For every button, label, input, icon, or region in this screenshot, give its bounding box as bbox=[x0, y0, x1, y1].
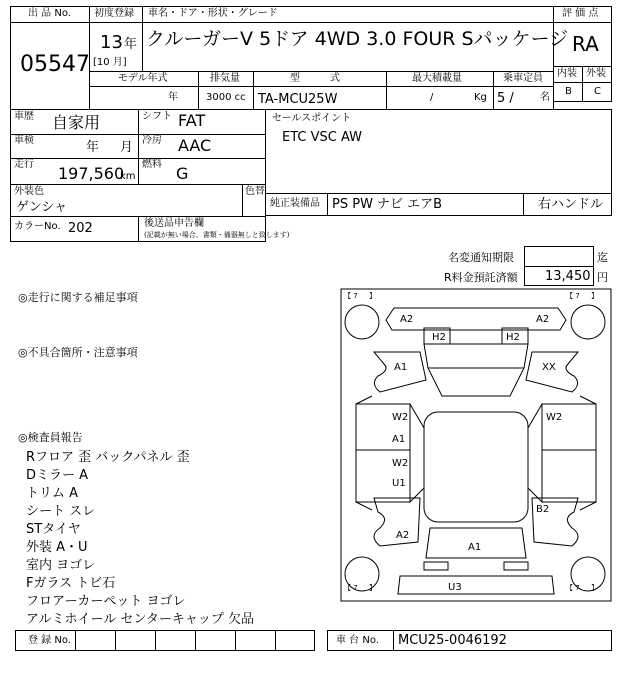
notice-label: 名変通知期限 bbox=[448, 251, 514, 264]
inspector-item: 外装 A・U bbox=[26, 540, 88, 555]
capacity-label: 乗車定員 bbox=[503, 73, 543, 84]
exterior-grade: C bbox=[594, 86, 601, 97]
color-change-label: 色替 bbox=[245, 186, 265, 197]
defect-notes-label: ◎不具合箇所・注意事項 bbox=[18, 346, 138, 359]
displacement-value: 3000 cc bbox=[206, 92, 246, 103]
displacement-label: 排気量 bbox=[210, 73, 240, 84]
inspection-year: 年 bbox=[86, 140, 100, 155]
inspector-item: フロアーカーペット ヨゴレ bbox=[26, 594, 186, 609]
load-value: / bbox=[430, 92, 434, 103]
model-year-unit: 年 bbox=[168, 92, 178, 103]
ext-color-value: ゲンシャ bbox=[16, 200, 68, 215]
tire-front-left bbox=[345, 305, 379, 339]
sales-point-label: セールスポイント bbox=[272, 113, 352, 124]
shift-value: FAT bbox=[178, 111, 206, 130]
postal-note: (記載が無い場合、書類・備器無しと致します) bbox=[144, 231, 290, 239]
mileage-unit: km bbox=[120, 171, 136, 182]
exterior-label: 外装 bbox=[586, 68, 606, 79]
model-year-label: モデル年式 bbox=[118, 73, 168, 84]
first-reg-year-suffix: 年 bbox=[124, 37, 138, 52]
postal-label: 後送品申告欄 bbox=[144, 218, 204, 229]
handle-value: 右ハンドル bbox=[538, 197, 604, 212]
grade-label: 評 価 点 bbox=[562, 8, 599, 19]
roof-shape bbox=[424, 412, 528, 522]
sales-point-value: ETC VSC AW bbox=[282, 130, 362, 145]
windshield-shape bbox=[428, 368, 524, 396]
shift-label: シフト bbox=[142, 111, 172, 122]
interior-label: 内装 bbox=[557, 68, 577, 79]
type-value: TA-MCU25W bbox=[258, 92, 338, 107]
inspector-item: Fガラス トビ石 bbox=[26, 576, 116, 591]
history-value: 自家用 bbox=[52, 113, 101, 132]
color-no-label: カラーNo. bbox=[14, 221, 61, 232]
grade-value: RA bbox=[572, 32, 599, 56]
chassis-no: MCU25-0046192 bbox=[398, 633, 507, 648]
recycle-unit: 円 bbox=[597, 271, 608, 284]
mark-front-bumper-right: A2 bbox=[536, 314, 550, 325]
mark-front-door-left-1: W2 bbox=[392, 412, 409, 423]
inspector-item: 室内 ヨゴレ bbox=[26, 558, 96, 573]
mileage-label: 走行 bbox=[14, 159, 34, 170]
ext-color-label: 外装色 bbox=[14, 186, 44, 197]
mark-rear-bumper: U3 bbox=[448, 582, 462, 593]
inspection-month: 月 bbox=[120, 140, 134, 155]
inspector-items bbox=[26, 446, 326, 626]
ac-label: 冷房 bbox=[142, 135, 162, 146]
reg-no-label: 登 録 No. bbox=[28, 635, 71, 646]
inspector-item: STタイヤ bbox=[26, 522, 81, 537]
tire-right-top-label: 【 7 】 bbox=[566, 292, 599, 300]
inspector-item: アルミホイール センターキャップ 欠品 bbox=[26, 612, 254, 627]
model-name: クルーガーV 5ドア 4WD 3.0 FOUR Sパッケージ bbox=[146, 28, 569, 50]
type-label: 型 式 bbox=[290, 73, 340, 84]
tire-front-right bbox=[571, 305, 605, 339]
mark-front-bumper-left: A2 bbox=[400, 314, 414, 325]
rear-lamp-left bbox=[424, 562, 448, 570]
inspector-item: シート スレ bbox=[26, 504, 96, 519]
mark-front-door-left-2: A1 bbox=[392, 434, 406, 445]
mark-rear-fender-left: A2 bbox=[396, 530, 410, 541]
lot-no-label: 出 品 No. bbox=[28, 8, 71, 19]
load-label: 最大積載量 bbox=[412, 73, 462, 84]
chassis-label: 車 台 No. bbox=[336, 635, 379, 646]
first-reg-month: [10 月] bbox=[93, 57, 127, 68]
mark-front-door-right: W2 bbox=[546, 412, 563, 423]
mark-headlight-left: H2 bbox=[432, 332, 446, 343]
mark-rear-door-left-2: U1 bbox=[392, 478, 406, 489]
color-no-value: 202 bbox=[68, 221, 93, 236]
mark-headlight-right: H2 bbox=[506, 332, 520, 343]
mark-front-fender-right: XX bbox=[542, 362, 556, 373]
inspector-item: Dミラー A bbox=[26, 468, 89, 483]
first-reg-year: 13 bbox=[100, 32, 123, 53]
tire-right-bottom-label: 【 7 】 bbox=[566, 584, 599, 592]
rear-lamp-right bbox=[504, 562, 528, 570]
car-damage-diagram bbox=[340, 288, 612, 602]
recycle-value: 13,450 bbox=[545, 269, 591, 284]
notice-unit: 迄 bbox=[597, 251, 608, 264]
history-label: 車歴 bbox=[14, 111, 34, 122]
fuel-value: G bbox=[176, 164, 189, 183]
mark-rear-window: A1 bbox=[468, 542, 482, 553]
load-unit: Kg bbox=[474, 92, 487, 103]
capacity-value: 5 / bbox=[497, 91, 514, 106]
mark-rear-fender-right: B2 bbox=[536, 504, 550, 515]
inspector-item: トリム A bbox=[26, 486, 79, 501]
rear-bumper-shape bbox=[398, 576, 554, 594]
inspector-report-label: ◎検査員報告 bbox=[18, 431, 83, 444]
recycle-label: R料金預託済額 bbox=[444, 271, 518, 284]
notice-value-box bbox=[524, 246, 594, 267]
front-door-right bbox=[542, 404, 596, 450]
rear-door-right bbox=[542, 450, 596, 502]
inspection-label: 車検 bbox=[14, 135, 34, 146]
hood-shape bbox=[424, 344, 528, 368]
capacity-unit: 名 bbox=[540, 92, 550, 103]
inspector-item: Rフロア 歪 バックパネル 歪 bbox=[26, 450, 190, 465]
tire-left-bottom-label: 【 7 】 bbox=[344, 584, 377, 592]
mileage-value: 197,560 bbox=[58, 164, 125, 183]
mark-rear-door-left-1: W2 bbox=[392, 458, 409, 469]
tire-left-top-label: 【 7 】 bbox=[344, 292, 377, 300]
equipment-value: PS PW ナビ エアB bbox=[332, 197, 443, 212]
interior-grade: B bbox=[565, 86, 572, 97]
lot-no: 05547 bbox=[20, 52, 90, 77]
mark-front-fender-left: A1 bbox=[394, 362, 408, 373]
fuel-label: 燃料 bbox=[142, 159, 162, 170]
first-reg-label: 初度登録 bbox=[94, 8, 134, 19]
ac-value: AAC bbox=[178, 136, 212, 155]
driving-notes-label: ◎走行に関する補足事項 bbox=[18, 291, 138, 304]
model-name-label: 車名・ドア・形状・グレード bbox=[148, 8, 278, 19]
equipment-label: 純正装備品 bbox=[270, 198, 320, 209]
